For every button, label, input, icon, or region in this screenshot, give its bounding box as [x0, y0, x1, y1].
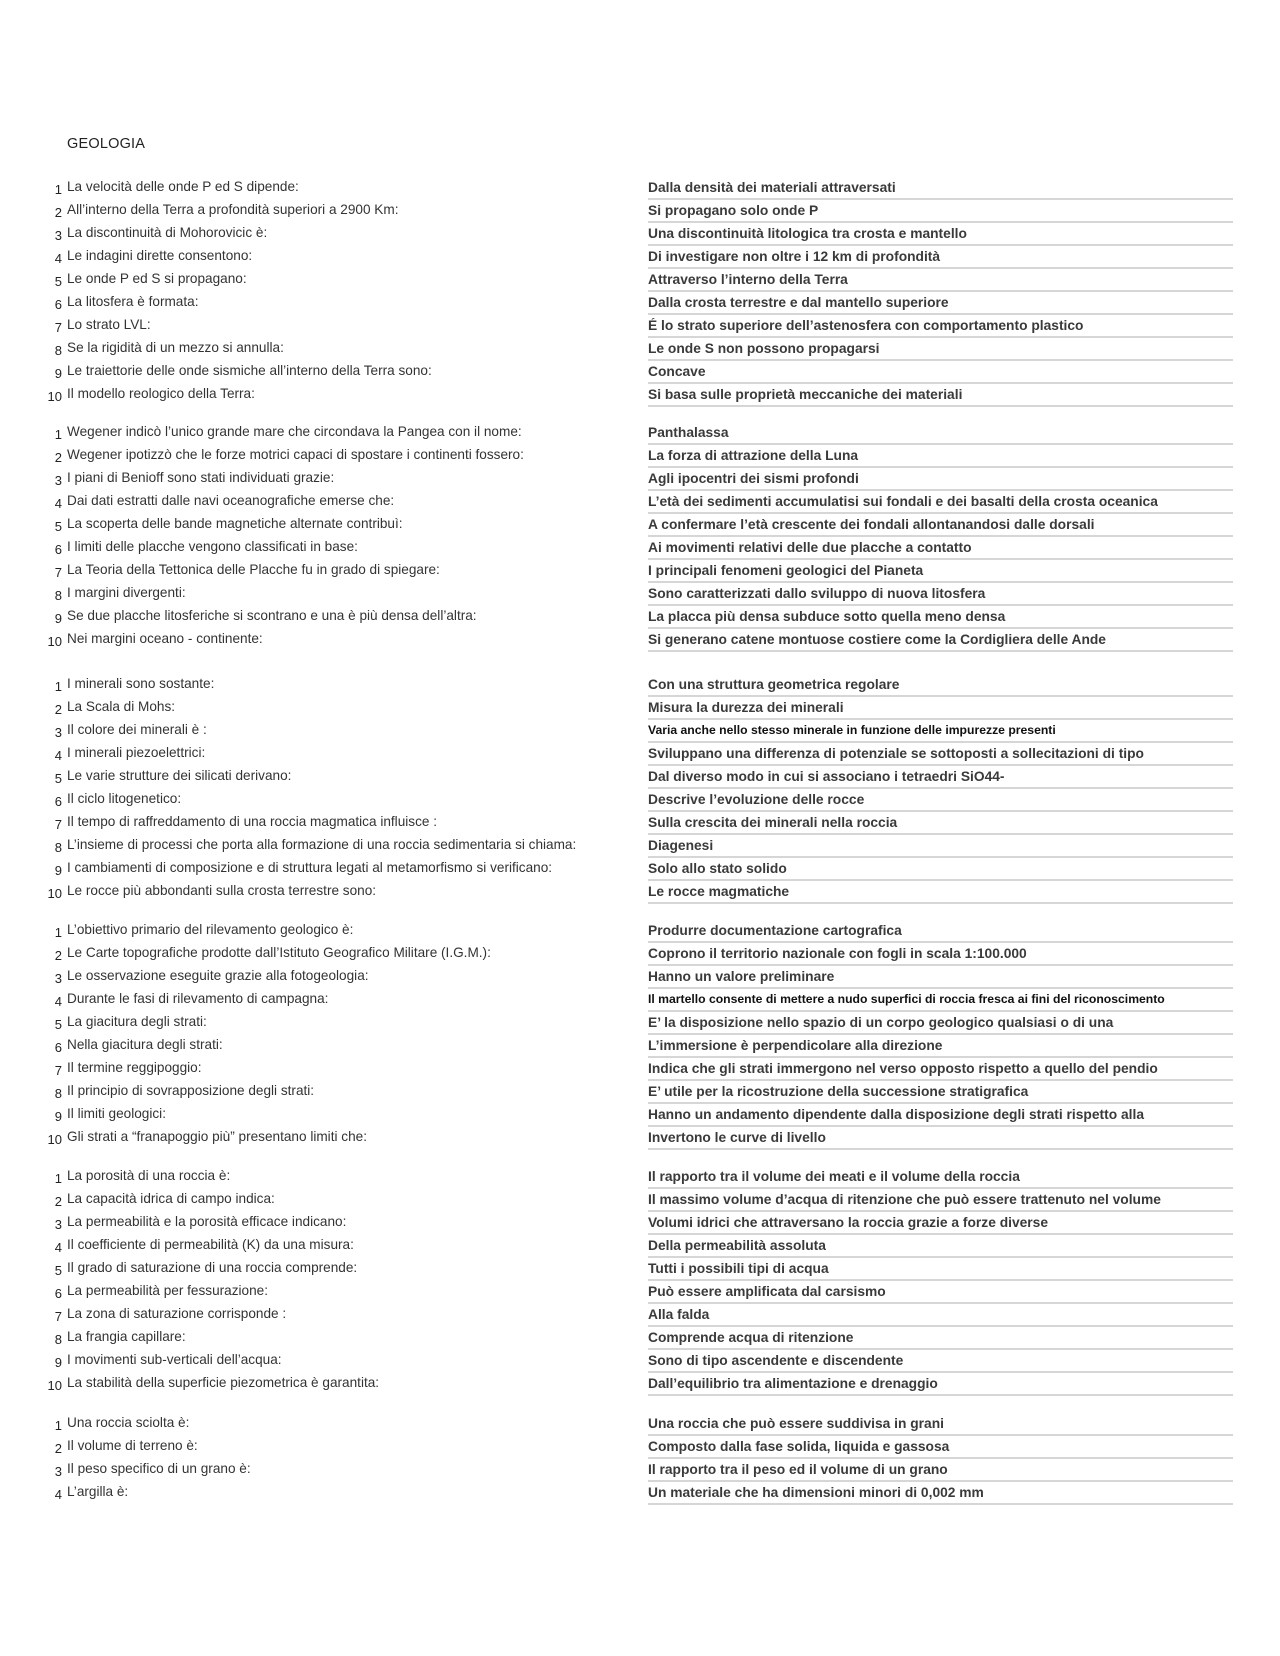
answer-text: Indica che gli strati immergono nel verso opposto rispetto a quello del pendio — [648, 1061, 1158, 1076]
question-text: La frangia capillare: — [67, 1329, 186, 1344]
question-text: L’argilla è: — [67, 1484, 129, 1499]
question-number: 2 — [54, 1194, 62, 1209]
question-text: Il volume di terreno è: — [67, 1438, 198, 1453]
question-number: 4 — [54, 994, 62, 1009]
question-text: All’interno della Terra a profondità superiori a 2900 Km: — [67, 202, 399, 217]
question-text: La stabilità della superficie piezometrica è garantita: — [67, 1375, 380, 1390]
question-text: Il coefficiente di permeabilità (K) da una misura: — [67, 1237, 354, 1252]
answer-text: Coprono il territorio nazionale con fogli in scala 1:100.000 — [648, 946, 1027, 961]
question-number: 4 — [54, 1487, 62, 1502]
answer-underline — [648, 1148, 1233, 1150]
answer-text: Della permeabilità assoluta — [648, 1238, 826, 1253]
question-row — [0, 942, 1280, 965]
question-number: 2 — [54, 948, 62, 963]
question-text: Il termine reggipoggio: — [67, 1060, 202, 1075]
question-text: Le traiettorie delle onde sismiche all’interno della Terra sono: — [67, 363, 432, 378]
question-row — [0, 1257, 1280, 1280]
question-row — [0, 1326, 1280, 1349]
question-number: 4 — [54, 251, 62, 266]
question-number: 7 — [54, 320, 62, 335]
question-row — [0, 1372, 1280, 1395]
question-row — [0, 765, 1280, 788]
question-number: 9 — [54, 1355, 62, 1370]
question-number: 8 — [54, 1332, 62, 1347]
question-text: Le varie strutture dei silicati derivano: — [67, 768, 292, 783]
answer-text: Alla falda — [648, 1307, 710, 1322]
question-number: 1 — [54, 1171, 62, 1186]
question-text: Le rocce più abbondanti sulla crosta terrestre sono: — [67, 883, 377, 898]
question-text: Il principio di sovrapposizione degli strati: — [67, 1083, 315, 1098]
question-text: I margini divergenti: — [67, 585, 186, 600]
answer-text: Concave — [648, 364, 706, 379]
document-title: GEOLOGIA — [67, 136, 146, 152]
answer-text: Varia anche nello stesso minerale in funzione delle impurezze presenti — [648, 723, 1056, 737]
question-text: La Scala di Mohs: — [67, 699, 176, 714]
answer-text: Il martello consente di mettere a nudo superfici di roccia fresca ai fini del riconoscimento — [648, 992, 1165, 1006]
question-text: Gli strati a “franapoggio più” presentano limiti che: — [67, 1129, 367, 1144]
answer-text: A confermare l’età crescente dei fondali allontanandosi dalle dorsali — [648, 517, 1095, 532]
question-row — [0, 559, 1280, 582]
answer-text: Dalla densità dei materiali attraversati — [648, 180, 896, 195]
answer-text: Composto dalla fase solida, liquida e gassosa — [648, 1439, 950, 1454]
answer-text: Le rocce magmatiche — [648, 884, 790, 899]
question-number: 8 — [54, 343, 62, 358]
question-number: 1 — [54, 925, 62, 940]
question-number: 1 — [54, 182, 62, 197]
answer-text: Si generano catene montuose costiere come la Cordigliera delle Ande — [648, 632, 1106, 647]
question-row — [0, 1126, 1280, 1149]
question-row — [0, 1080, 1280, 1103]
answer-text: E’ la disposizione nello spazio di un corpo geologico qualsiasi o di una — [648, 1015, 1114, 1030]
question-row — [0, 337, 1280, 360]
answer-text: Si basa sulle proprietà meccaniche dei materiali — [648, 387, 963, 402]
question-text: Se la rigidità di un mezzo si annulla: — [67, 340, 284, 355]
question-text: I cambiamenti di composizione e di struttura legati al metamorfismo si verificano: — [67, 860, 553, 875]
answer-text: Hanno un andamento dipendente dalla disposizione degli strati rispetto alla — [648, 1107, 1144, 1122]
section-hydrogeology — [0, 1165, 1280, 1395]
question-row — [0, 536, 1280, 559]
question-row — [0, 383, 1280, 406]
question-text: La permeabilità per fessurazione: — [67, 1283, 268, 1298]
answer-text: Panthalassa — [648, 425, 729, 440]
answer-text: Diagenesi — [648, 838, 714, 853]
answer-text: Volumi idrici che attraversano la roccia grazie a forze diverse — [648, 1215, 1049, 1230]
question-number: 6 — [54, 542, 62, 557]
question-row — [0, 742, 1280, 765]
question-row — [0, 1412, 1280, 1435]
answer-text: Comprende acqua di ritenzione — [648, 1330, 854, 1345]
question-row — [0, 513, 1280, 536]
question-row — [0, 1057, 1280, 1080]
question-text: La capacità idrica di campo indica: — [67, 1191, 275, 1206]
answer-text: Hanno un valore preliminare — [648, 969, 835, 984]
question-text: Se due placche litosferiche si scontrano e una è più densa dell’altra: — [67, 608, 477, 623]
question-number: 5 — [54, 274, 62, 289]
answer-text: La placca più densa subduce sotto quella meno densa — [648, 609, 1006, 624]
answer-text: Sviluppano una differenza di potenziale se sottoposti a sollecitazioni di tipo — [648, 746, 1144, 761]
question-number: 1 — [54, 427, 62, 442]
answer-text: Una roccia che può essere suddivisa in grani — [648, 1416, 944, 1431]
question-number: 8 — [54, 840, 62, 855]
question-number: 2 — [54, 205, 62, 220]
question-row — [0, 988, 1280, 1011]
question-row — [0, 788, 1280, 811]
answer-text: Sono di tipo ascendente e discendente — [648, 1353, 904, 1368]
answer-text: Una discontinuità litologica tra crosta e mantello — [648, 226, 967, 241]
question-row — [0, 696, 1280, 719]
answer-underline — [648, 1394, 1233, 1396]
question-row — [0, 314, 1280, 337]
answer-text: Con una struttura geometrica regolare — [648, 677, 900, 692]
question-number: 4 — [54, 496, 62, 511]
answer-text: É lo strato superiore dell’astenosfera con comportamento plastico — [648, 318, 1084, 333]
question-number: 9 — [54, 366, 62, 381]
question-number: 5 — [54, 1017, 62, 1032]
question-number: 9 — [54, 863, 62, 878]
question-text: La giacitura degli strati: — [67, 1014, 207, 1029]
question-number: 1 — [54, 1418, 62, 1433]
question-text: Il tempo di raffreddamento di una roccia magmatica influisce : — [67, 814, 437, 829]
answer-text: La forza di attrazione della Luna — [648, 448, 859, 463]
answer-text: L’immersione è perpendicolare alla direzione — [648, 1038, 943, 1053]
question-number: 7 — [54, 817, 62, 832]
question-number: 10 — [47, 1132, 62, 1147]
answer-text: Misura la durezza dei minerali — [648, 700, 844, 715]
answer-underline — [648, 405, 1233, 407]
question-number: 6 — [54, 1040, 62, 1055]
question-number: 8 — [54, 588, 62, 603]
question-row — [0, 1349, 1280, 1372]
question-text: Il colore dei minerali è : — [67, 722, 207, 737]
question-number: 3 — [54, 1217, 62, 1232]
question-text: Nella giacitura degli strati: — [67, 1037, 223, 1052]
question-number: 2 — [54, 702, 62, 717]
question-row — [0, 1458, 1280, 1481]
question-row — [0, 222, 1280, 245]
section-plate-tectonics — [0, 421, 1280, 651]
answer-text: Il rapporto tra il peso ed il volume di un grano — [648, 1462, 948, 1477]
question-number: 2 — [54, 1441, 62, 1456]
question-text: La Teoria della Tettonica delle Placche fu in grado di spiegare: — [67, 562, 440, 577]
question-row — [0, 965, 1280, 988]
question-row — [0, 1280, 1280, 1303]
question-row — [0, 1211, 1280, 1234]
question-number: 9 — [54, 1109, 62, 1124]
question-number: 3 — [54, 473, 62, 488]
question-number: 5 — [54, 771, 62, 786]
answer-text: Il rapporto tra il volume dei meati e il volume della roccia — [648, 1169, 1020, 1184]
answer-text: Produrre documentazione cartografica — [648, 923, 902, 938]
question-number: 9 — [54, 611, 62, 626]
question-text: L’insieme di processi che porta alla formazione di una roccia sedimentaria si chiama: — [67, 837, 577, 852]
question-row — [0, 245, 1280, 268]
answer-text: Si propagano solo onde P — [648, 203, 819, 218]
question-text: Il peso specifico di un grano è: — [67, 1461, 251, 1476]
question-number: 6 — [54, 1286, 62, 1301]
question-number: 6 — [54, 794, 62, 809]
question-number: 6 — [54, 297, 62, 312]
question-text: Il ciclo litogenetico: — [67, 791, 182, 806]
question-text: La porosità di una roccia è: — [67, 1168, 231, 1183]
answer-text: Ai movimenti relativi delle due placche a contatto — [648, 540, 972, 555]
question-number: 7 — [54, 565, 62, 580]
question-row — [0, 628, 1280, 651]
question-number: 3 — [54, 725, 62, 740]
question-text: Wegener ipotizzò che le forze motrici capaci di spostare i continenti fossero: — [67, 447, 524, 462]
question-row — [0, 467, 1280, 490]
question-row — [0, 673, 1280, 696]
question-number: 10 — [47, 634, 62, 649]
question-number: 3 — [54, 1464, 62, 1479]
question-row — [0, 1234, 1280, 1257]
answer-text: Descrive l’evoluzione delle rocce — [648, 792, 865, 807]
answer-underline — [648, 650, 1233, 652]
answer-text: Può essere amplificata dal carsismo — [648, 1284, 886, 1299]
question-number: 1 — [54, 679, 62, 694]
question-row — [0, 1481, 1280, 1504]
question-text: La zona di saturazione corrisponde : — [67, 1306, 287, 1321]
answer-text: Dal diverso modo in cui si associano i tetraedri SiO44- — [648, 769, 1005, 784]
question-text: La velocità delle onde P ed S dipende: — [67, 179, 299, 194]
question-text: La permeabilità e la porosità efficace indicano: — [67, 1214, 347, 1229]
answer-text: Dalla crosta terrestre e dal mantello superiore — [648, 295, 949, 310]
question-text: Nei margini oceano - continente: — [67, 631, 263, 646]
question-text: I minerali piezoelettrici: — [67, 745, 206, 760]
question-row — [0, 268, 1280, 291]
question-text: La scoperta delle bande magnetiche alternate contribuì: — [67, 516, 403, 531]
question-text: Le indagini dirette consentono: — [67, 248, 253, 263]
question-row — [0, 444, 1280, 467]
answer-text: Sono caratterizzati dallo sviluppo di nuova litosfera — [648, 586, 986, 601]
question-number: 5 — [54, 1263, 62, 1278]
question-text: Wegener indicò l’unico grande mare che circondava la Pangea con il nome: — [67, 424, 522, 439]
section-soil-mechanics — [0, 1412, 1280, 1504]
section-minerals-rocks — [0, 673, 1280, 903]
question-text: I piani di Benioff sono stati individuati grazie: — [67, 470, 335, 485]
answer-text: Tutti i possibili tipi di acqua — [648, 1261, 829, 1276]
question-number: 10 — [47, 886, 62, 901]
question-row — [0, 834, 1280, 857]
answer-text: Agli ipocentri dei sismi profondi — [648, 471, 859, 486]
question-row — [0, 811, 1280, 834]
question-number: 5 — [54, 519, 62, 534]
question-text: L’obiettivo primario del rilevamento geologico è: — [67, 922, 354, 937]
question-text: La litosfera è formata: — [67, 294, 199, 309]
question-row — [0, 582, 1280, 605]
question-row — [0, 199, 1280, 222]
question-text: Dai dati estratti dalle navi oceanografiche emerse che: — [67, 493, 395, 508]
question-text: Il modello reologico della Terra: — [67, 386, 255, 401]
question-row — [0, 605, 1280, 628]
question-row — [0, 291, 1280, 314]
question-row — [0, 1011, 1280, 1034]
question-row — [0, 1303, 1280, 1326]
answer-text: E’ utile per la ricostruzione della successione stratigrafica — [648, 1084, 1029, 1099]
question-row — [0, 176, 1280, 199]
question-number: 10 — [47, 389, 62, 404]
question-row — [0, 919, 1280, 942]
answer-text: Sulla crescita dei minerali nella roccia — [648, 815, 898, 830]
answer-text: Di investigare non oltre i 12 km di profondità — [648, 249, 941, 264]
answer-text: Attraverso l’interno della Terra — [648, 272, 848, 287]
question-number: 8 — [54, 1086, 62, 1101]
question-row — [0, 360, 1280, 383]
question-number: 7 — [54, 1063, 62, 1078]
question-row — [0, 1165, 1280, 1188]
question-row — [0, 490, 1280, 513]
question-text: I movimenti sub-verticali dell’acqua: — [67, 1352, 282, 1367]
section-seismology — [0, 176, 1280, 406]
question-text: Una roccia sciolta è: — [67, 1415, 190, 1430]
question-row — [0, 719, 1280, 742]
question-number: 7 — [54, 1309, 62, 1324]
question-text: Le Carte topografiche prodotte dall’Istituto Geografico Militare (I.G.M.): — [67, 945, 491, 960]
question-row — [0, 1188, 1280, 1211]
question-number: 10 — [47, 1378, 62, 1393]
question-row — [0, 1103, 1280, 1126]
question-number: 2 — [54, 450, 62, 465]
answer-text: Invertono le curve di livello — [648, 1130, 826, 1145]
question-text: Lo strato LVL: — [67, 317, 151, 332]
answer-text: Le onde S non possono propagarsi — [648, 341, 880, 356]
question-number: 3 — [54, 971, 62, 986]
question-text: I limiti delle placche vengono classificati in base: — [67, 539, 358, 554]
answer-text: Solo allo stato solido — [648, 861, 787, 876]
question-number: 4 — [54, 748, 62, 763]
question-number: 3 — [54, 228, 62, 243]
question-row — [0, 880, 1280, 903]
answer-text: Il massimo volume d’acqua di ritenzione che può essere trattenuto nel volume — [648, 1192, 1161, 1207]
question-row — [0, 421, 1280, 444]
question-row — [0, 1034, 1280, 1057]
answer-underline — [648, 902, 1233, 904]
section-geological-survey — [0, 919, 1280, 1149]
question-text: La discontinuità di Mohorovicic è: — [67, 225, 268, 240]
answer-underline — [648, 1503, 1233, 1505]
question-text: Le osservazione eseguite grazie alla fotogeologia: — [67, 968, 369, 983]
question-text: I minerali sono sostante: — [67, 676, 215, 691]
question-text: Il grado di saturazione di una roccia comprende: — [67, 1260, 358, 1275]
answer-text: Dall’equilibrio tra alimentazione e drenaggio — [648, 1376, 938, 1391]
question-text: Il limiti geologici: — [67, 1106, 166, 1121]
question-number: 4 — [54, 1240, 62, 1255]
question-row — [0, 1435, 1280, 1458]
answer-text: L’età dei sedimenti accumulatisi sui fondali e dei basalti della crosta oceanica — [648, 494, 1158, 509]
answer-text: Un materiale che ha dimensioni minori di 0,002 mm — [648, 1485, 984, 1500]
question-text: Le onde P ed S si propagano: — [67, 271, 247, 286]
question-text: Durante le fasi di rilevamento di campagna: — [67, 991, 329, 1006]
question-row — [0, 857, 1280, 880]
answer-text: I principali fenomeni geologici del Pianeta — [648, 563, 924, 578]
